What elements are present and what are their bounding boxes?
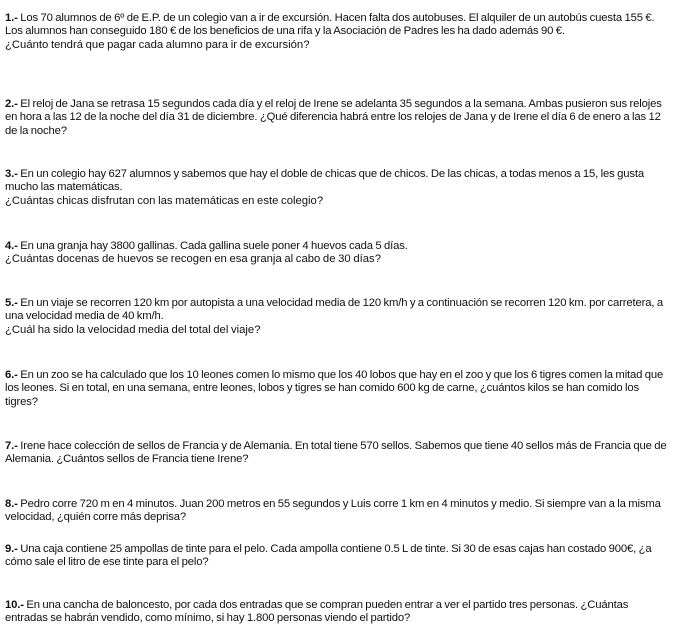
problem-number: 3.- bbox=[5, 168, 18, 180]
problem-9 bbox=[5, 543, 667, 570]
problem-number: 1.- bbox=[5, 12, 18, 24]
problem-number: 5.- bbox=[5, 297, 18, 309]
problem-question: ¿Cuántas docenas de huevos se recogen en esa granja al cabo de 30 días? bbox=[5, 253, 381, 266]
problem-statement: 4.- En una granja hay 3800 gallinas. Cada gallina suele poner 4 huevos cada 5 días. bbox=[5, 240, 408, 252]
problem-question: ¿Cuál ha sido la velocidad media del total del viaje? bbox=[5, 323, 261, 336]
problem-statement: 3.- En un colegio hay 627 alumnos y sabemos que hay el doble de chicas que de chicos. De las chicas, a todas menos a 15, les gusta mucho las matemáticas. bbox=[5, 168, 644, 194]
problem-statement: 1.- Los 70 alumnos de 6º de E.P. de un colegio van a ir de excursión. Hacen falta dos autobuses. El alquiler de un autobús cuesta 155 €. Los alumnos han conseguido 180 € de los beneficios de una rifa y la Asociación de Padres les ha dado además 90 €. bbox=[5, 12, 655, 38]
problem-8 bbox=[5, 498, 667, 525]
problem-2 bbox=[5, 98, 667, 138]
problem-statement: 9.- Una caja contiene 25 ampollas de tinte para el pelo. Cada ampolla contiene 0.5 L de tinte. Si 30 de esas cajas han costado 900€, ¿a cómo sale el litro de ese tinte para el pelo? bbox=[5, 543, 652, 569]
problem-number: 9.- bbox=[5, 543, 18, 555]
problem-statement: 6.- En un zoo se ha calculado que los 10 leones comen lo mismo que los 40 lobos que hay en el zoo y que los 6 tigres comen la mitad que los leones. Si en total, en una semana, entre leones, lobos y tigres se han comido 600 kg de carne, ¿cuántos kilos se han comido los tigres? bbox=[5, 369, 664, 408]
problem-5 bbox=[5, 297, 667, 337]
problem-question: ¿Cuántas chicas disfrutan con las matemáticas en este colegio? bbox=[5, 194, 324, 207]
problem-4 bbox=[5, 240, 667, 267]
problem-number: 10.- bbox=[5, 599, 24, 611]
problem-statement: 10.- En una cancha de baloncesto, por cada dos entradas que se compran pueden entrar a ver el partido tres personas. ¿Cuántas entradas se habrán vendido, como mínimo, si hay 1.800 personas viendo el partido? bbox=[5, 599, 629, 625]
problem-number: 7.- bbox=[5, 440, 18, 452]
problem-10 bbox=[5, 599, 667, 626]
problem-statement: 7.- Irene hace colección de sellos de Francia y de Alemania. En total tiene 570 sellos. Sabemos que tiene 40 sellos más de Francia que de Alemania. ¿Cuántos sellos de Francia tiene Irene? bbox=[5, 440, 667, 466]
problem-number: 6.- bbox=[5, 369, 18, 381]
problem-7 bbox=[5, 440, 667, 467]
problem-number: 2.- bbox=[5, 98, 18, 110]
problem-statement: 2.- El reloj de Jana se retrasa 15 segundos cada día y el reloj de Irene se adelanta 35 segundos a la semana. Ambas pusieron sus relojes en hora a las 12 de la noche del día 31 de diciembre. ¿Qué diferencia habrá entre los relojes de Jana y de Irene el día 6 de enero a las 12 de la noche? bbox=[5, 98, 662, 137]
problem-question: ¿Cuánto tendrá que pagar cada alumno para ir de excursión? bbox=[5, 38, 310, 51]
problem-statement: 8.- Pedro corre 720 m en 4 minutos. Juan 200 metros en 55 segundos y Luis corre 1 km en 4 minutos y medio. Si siempre van a la misma velocidad, ¿quién corre más deprisa? bbox=[5, 498, 661, 524]
problem-1 bbox=[5, 12, 667, 52]
problem-3 bbox=[5, 168, 667, 208]
problem-number: 8.- bbox=[5, 498, 18, 510]
problem-number: 4.- bbox=[5, 240, 18, 252]
problem-statement: 5.- En un viaje se recorren 120 km por autopista a una velocidad media de 120 km/h y a continuación se recorren 120 km. por carretera, a una velocidad media de 40 km/h. bbox=[5, 297, 663, 323]
problem-6 bbox=[5, 369, 667, 409]
